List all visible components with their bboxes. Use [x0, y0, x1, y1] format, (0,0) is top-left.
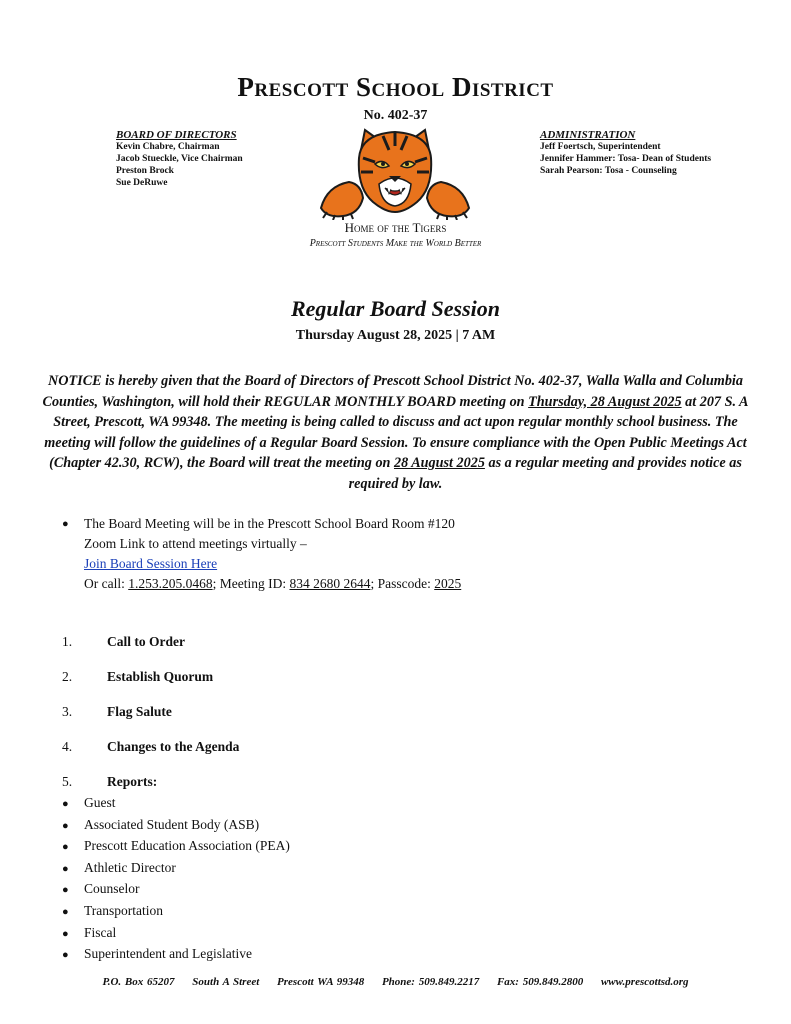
agenda-item: 4. Changes to the Agenda [62, 739, 240, 754]
bullet-icon: ● [62, 884, 69, 897]
bullet-icon: ● [62, 949, 69, 962]
passcode: 2025 [434, 576, 462, 591]
session-title: Regular Board Session [290, 296, 501, 321]
footer-city: Prescott WA 99348 [277, 976, 365, 988]
footer-street: South A Street [192, 976, 260, 988]
board-member: Jacob Stueckle, Vice Chairman [116, 154, 243, 164]
notice-date: 28 August 2025 [393, 455, 485, 471]
bullet-icon: ● [62, 819, 69, 832]
admin-member: Jennifer Hammer: Tosa- Dean of Students [540, 154, 712, 164]
list-item: ● Athletic Director [62, 858, 290, 880]
board-member: Sue DeRuwe [116, 178, 168, 188]
footer-website[interactable]: www.prescottsd.org [600, 976, 689, 988]
home-of-the-tigers: Home of the Tigers [344, 220, 447, 235]
zoom-line: Zoom Link to attend meetings virtually – [84, 536, 307, 551]
board-of-directors [116, 129, 243, 189]
notice-text: as a regular meeting and provides notice as required by law. [348, 455, 742, 492]
notice-date: Thursday, 28 August 2025 [528, 393, 682, 410]
admin-heading: ADMINISTRATION [540, 129, 636, 141]
reports-list [62, 793, 290, 966]
bullet-icon: ● [62, 518, 69, 530]
meeting-id: 834 2680 2644 [289, 576, 371, 591]
district-motto: Prescott Students Make the World Better [309, 238, 482, 249]
list-item: ● Guest [62, 793, 290, 815]
call-in-line: Or call: 1.253.205.0468; Meeting ID: 834 2680 2644; Passcode: 2025 [84, 576, 462, 591]
district-title: Prescott School District [237, 72, 554, 102]
meeting-notice [36, 371, 755, 494]
admin-member: Sarah Pearson: Tosa - Counseling [540, 166, 677, 176]
list-item: ● Prescott Education Association (PEA) [62, 836, 290, 858]
notice-text: at 207 S. A Street, Prescott, WA 99348. The meeting is being called to discuss and act upon regular monthly school business. The meeting will follow the guidelines of a Regular Board Session. To ensure compliance with the Open Public Meetings Act (Chapter 42.30, RCW), the Board will treat the meeting on [44, 393, 749, 471]
agenda-item: 5. Reports: [62, 774, 158, 789]
admin-member: Jeff Foertsch, Superintendent [540, 142, 661, 152]
agenda-item: 3. Flag Salute [62, 704, 172, 719]
district-number: No. 402-37 [363, 108, 428, 123]
list-item: ● Superintendent and Legislative [62, 944, 290, 966]
notice-text: NOTICE is hereby given that the Board of Directors of Prescott School District No. 402-37, Walla Walla and Columbia Counties, Washington, will hold their REGULAR MONTHLY BOARD meeting on [42, 373, 743, 410]
footer-phone: Phone: 509.849.2217 [381, 976, 480, 988]
tiger-mascot-logo [313, 128, 477, 220]
list-item: ● Associated Student Body (ASB) [62, 815, 290, 837]
agenda-item: 2. Establish Quorum [62, 669, 214, 684]
meeting-location: The Board Meeting will be in the Prescott School Board Room #120 [84, 516, 455, 531]
meeting-info [62, 514, 461, 594]
footer [0, 976, 791, 988]
bullet-icon: ● [62, 841, 69, 854]
bullet-icon: ● [62, 862, 69, 875]
call-in-phone: 1.253.205.0468 [128, 576, 213, 591]
footer-po-box: P.O. Box 65207 [102, 976, 175, 988]
session-date: Thursday August 28, 2025 | 7 AM [295, 328, 496, 343]
join-session-link[interactable]: Join Board Session Here [84, 556, 218, 571]
board-heading: BOARD OF DIRECTORS [116, 129, 237, 141]
bullet-icon: ● [62, 798, 69, 810]
bullet-icon: ● [62, 927, 69, 940]
bullet-icon: ● [62, 905, 69, 918]
list-item: ● Fiscal [62, 923, 290, 945]
board-member: Preston Brock [116, 166, 174, 176]
list-item: ● Transportation [62, 901, 290, 923]
footer-fax: Fax: 509.849.2800 [496, 976, 584, 988]
board-member: Kevin Chabre, Chairman [116, 142, 220, 152]
agenda-item: 1. Call to Order [62, 634, 185, 649]
administration [540, 129, 711, 177]
list-item: ● Counselor [62, 879, 290, 901]
